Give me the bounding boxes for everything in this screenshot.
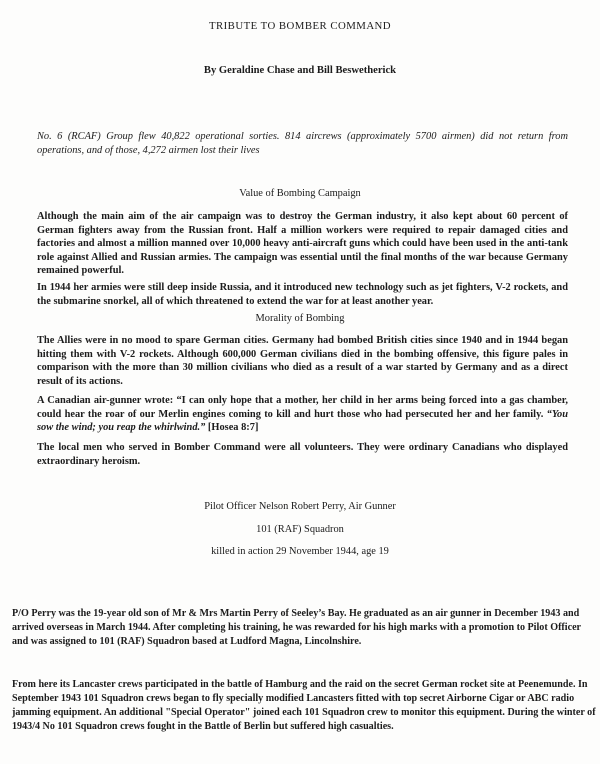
paragraph-campaign-value: Although the main aim of the air campaign was to destroy the German industry, it also kept about 60 percent of German fighters away from the Russian front. Half a million workers were required to repair damaged cities and factories and almost a million manned over 10,000 heavy anti-aircraft guns which could have been used in the anti-tank role against Allied and Russian armies. The campaign was essential until the final months of the war because Germany remained powerful. (37, 211, 568, 277)
quote-bible-verse: “You sow the wind; you reap the whirlwind.” (37, 408, 568, 434)
quote-citation: [Hosea 8:7] (205, 422, 259, 434)
memorial-name-line: Pilot Officer Nelson Robert Perry, Air Gunner (204, 501, 396, 512)
paragraph-local-volunteers: The local men who served in Bomber Command were all volunteers. They were ordinary Canadians who displayed extraordinary heroism. (37, 442, 568, 467)
section-heading-value-of-bombing: Value of Bombing Campaign (239, 188, 361, 199)
paragraph-lancaster-crews: From here its Lancaster crews participated in the battle of Hamburg and the raid on the secret German rocket site at Peenemunde. In September 1943 101 Squadron crews began to fly specially modified Lancasters fitted with top secret Airborne Cigar or ABC radio jamming equipment. An additional "Special Operator" joined each 101 Squadron crew to monitor this equipment. During the winter of 1943/4 No 101 Squadron crews fought in the Battle of Berlin but suffered high casualties. (12, 679, 596, 732)
byline: By Geraldine Chase and Bill Beswetherick (203, 65, 397, 76)
paragraph-air-gunner-quote (37, 394, 568, 435)
paragraph-1944-armies: In 1944 her armies were still deep inside Russia, and it introduced new technology such as jet fighters, V-2 rockets, and the submarine snorkel, all of which threatened to extend the war for at least another year. (37, 282, 568, 307)
document-title: TRIBUTE TO BOMBER COMMAND (208, 20, 392, 32)
sortie-statistics-note: No. 6 (RCAF) Group flew 40,822 operational sorties. 814 aircrews (approximately 5700 airmen) did not return from operations, and of those, 4,272 airmen lost their lives (37, 131, 568, 156)
memorial-squadron-line: 101 (RAF) Squadron (256, 524, 344, 535)
quote-prefix: A Canadian air-gunner wrote: “I can only hope that a mother, her child in her arms being forced into a gas chamber, could hear the roar of our Merlin engines coming to kill and hurt those who had persecuted her and her family. (37, 395, 568, 420)
paragraph-perry-biography: P/O Perry was the 19-year old son of Mr & Mrs Martin Perry of Seeley’s Bay. He graduated as an air gunner in December 1943 and arrived overseas in March 1944. After completing his training, he was rewarded for his high marks with a promotion to Pilot Officer and was assigned to 101 (RAF) Squadron based at Ludford Magna, Lincolnshire. (12, 608, 581, 647)
paragraph-allies-no-mood: The Allies were in no mood to spare German cities. Germany had bombed British cities since 1940 and in 1944 began hitting them with V-2 rockets. Although 600,000 German civilians died in the bombing offensive, this figure pales in comparison with the more than 30 million civilians who died as a result of a war started by Germany and as a direct result of its actions. (37, 335, 568, 387)
section-heading-morality-of-bombing: Morality of Bombing (255, 313, 345, 324)
memorial-killed-in-action-line: killed in action 29 November 1944, age 19 (211, 546, 389, 557)
